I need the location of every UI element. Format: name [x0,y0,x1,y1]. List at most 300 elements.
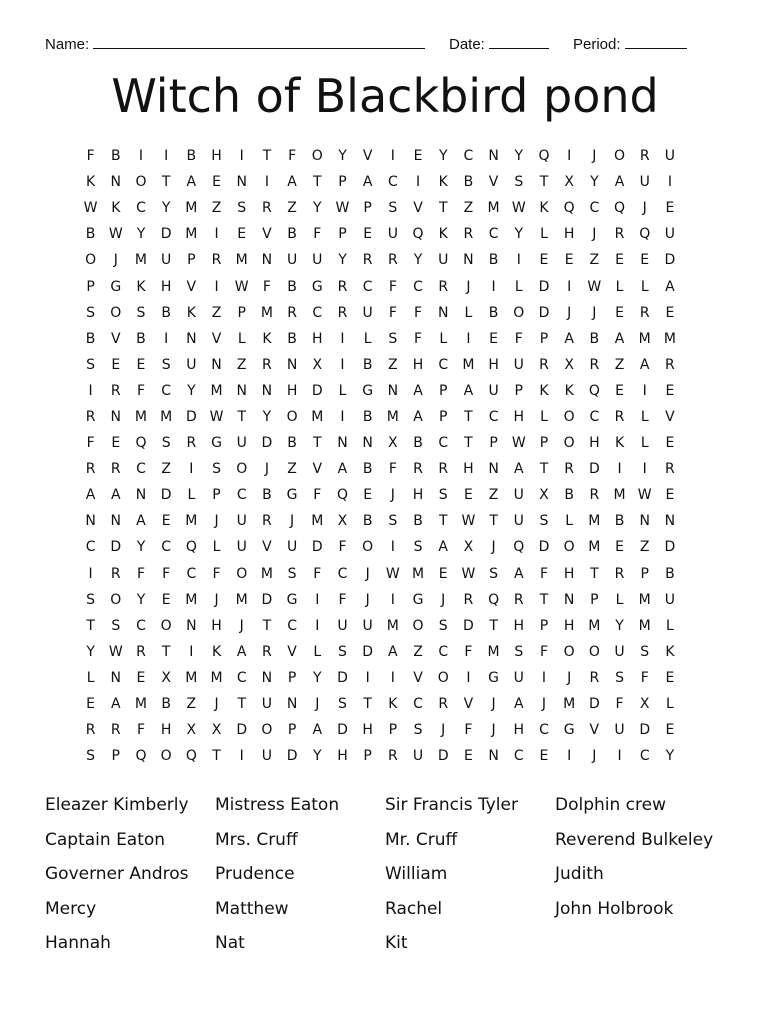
grid-cell[interactable]: L [313,643,322,660]
grid-cell[interactable]: O [236,565,248,582]
grid-cell[interactable]: C [236,669,247,686]
grid-cell[interactable]: N [110,513,122,530]
grid-cell[interactable]: U [186,356,197,373]
grid-cell[interactable]: I [214,278,219,295]
grid-cell[interactable]: M [185,669,198,686]
grid-cell[interactable]: M [638,591,651,608]
grid-cell[interactable]: R [614,565,625,582]
grid-cell[interactable]: E [212,174,221,191]
grid-cell[interactable]: U [664,148,676,165]
grid-cell[interactable]: B [362,356,373,373]
grid-cell[interactable]: R [413,461,423,478]
grid-cell[interactable]: S [615,669,624,686]
grid-cell[interactable]: Q [488,591,500,608]
grid-cell[interactable]: G [311,278,323,295]
grid-cell[interactable]: B [161,304,171,321]
grid-cell[interactable]: T [539,461,549,478]
grid-cell[interactable]: O [110,304,122,321]
grid-cell[interactable]: B [589,330,600,347]
grid-cell[interactable]: O [614,148,626,165]
grid-cell[interactable]: E [489,330,499,347]
grid-cell[interactable]: X [186,722,197,739]
grid-cell[interactable]: R [589,356,600,373]
grid-cell[interactable]: N [664,513,676,530]
grid-cell[interactable]: R [589,487,600,504]
grid-cell[interactable]: Y [86,643,95,660]
grid-cell[interactable]: A [513,461,524,478]
grid-cell[interactable]: D [538,304,550,321]
grid-cell[interactable]: O [437,669,449,686]
grid-cell[interactable]: R [85,408,96,425]
grid-cell[interactable]: J [113,252,118,269]
grid-cell[interactable]: Z [639,539,650,556]
grid-cell[interactable]: L [666,696,674,713]
grid-cell[interactable]: I [239,748,244,765]
grid-cell[interactable]: N [261,669,273,686]
grid-cell[interactable]: F [464,643,473,660]
grid-cell[interactable]: B [488,304,499,321]
grid-cell[interactable]: F [539,643,548,660]
grid-cell[interactable]: N [135,487,147,504]
grid-cell[interactable]: Z [287,200,297,217]
grid-cell[interactable]: R [136,643,146,660]
grid-cell[interactable]: U [387,226,398,243]
grid-cell[interactable]: A [564,330,574,347]
grid-cell[interactable]: J [466,278,471,295]
grid-cell[interactable]: I [390,539,395,556]
grid-cell[interactable]: F [313,565,322,582]
grid-cell[interactable]: B [362,408,373,425]
grid-cell[interactable]: J [491,539,496,556]
grid-cell[interactable]: B [85,226,96,243]
grid-cell[interactable]: X [539,487,549,504]
grid-cell[interactable]: R [639,304,650,321]
grid-cell[interactable]: I [390,669,395,686]
grid-cell[interactable]: U [236,539,247,556]
grid-cell[interactable]: U [236,513,247,530]
grid-cell[interactable]: D [311,382,323,399]
grid-cell[interactable]: A [413,382,423,399]
grid-cell[interactable]: T [86,617,95,634]
grid-cell[interactable]: A [639,356,650,373]
grid-cell[interactable]: P [640,565,649,582]
grid-cell[interactable]: A [186,174,197,191]
grid-cell[interactable]: V [186,278,197,295]
grid-cell[interactable]: F [388,278,397,295]
grid-cell[interactable]: R [513,591,524,608]
grid-cell[interactable]: M [613,487,626,504]
grid-cell[interactable]: U [337,617,348,634]
grid-cell[interactable]: H [362,722,373,739]
grid-cell[interactable]: U [362,304,373,321]
grid-cell[interactable]: L [640,408,649,425]
grid-cell[interactable]: L [540,408,548,425]
grid-cell[interactable]: A [614,174,625,191]
grid-cell[interactable]: M [386,617,399,634]
grid-cell[interactable]: W [587,278,602,295]
grid-cell[interactable]: U [161,252,172,269]
grid-cell[interactable]: T [161,643,171,660]
grid-cell[interactable]: K [438,174,448,191]
grid-cell[interactable]: A [665,278,675,295]
grid-cell[interactable]: O [412,617,424,634]
grid-cell[interactable]: Q [588,382,600,399]
grid-cell[interactable]: A [513,696,524,713]
grid-cell[interactable]: N [261,252,273,269]
grid-cell[interactable]: E [363,226,373,243]
grid-cell[interactable]: Y [514,226,524,243]
grid-cell[interactable]: Y [338,252,347,269]
grid-cell[interactable]: N [236,174,247,191]
grid-cell[interactable]: A [85,487,96,504]
grid-cell[interactable]: U [412,748,424,765]
grid-cell[interactable]: C [161,382,172,399]
grid-cell[interactable]: C [136,200,146,217]
grid-cell[interactable]: Q [513,539,525,556]
grid-cell[interactable]: D [311,539,323,556]
grid-cell[interactable]: W [461,513,476,530]
grid-cell[interactable]: C [438,643,449,660]
grid-cell[interactable]: Z [463,200,474,217]
grid-cell[interactable]: T [438,513,448,530]
grid-cell[interactable]: Z [186,696,197,713]
grid-cell[interactable]: S [539,513,549,530]
grid-cell[interactable]: G [211,435,222,452]
grid-cell[interactable]: M [311,513,324,530]
grid-cell[interactable]: R [438,278,449,295]
grid-cell[interactable]: W [209,408,224,425]
grid-cell[interactable]: H [286,382,298,399]
grid-cell[interactable]: O [563,408,575,425]
grid-cell[interactable]: H [463,461,474,478]
grid-cell[interactable]: K [539,382,549,399]
grid-cell[interactable]: M [311,408,324,425]
grid-cell[interactable]: M [487,200,500,217]
grid-cell[interactable]: B [110,148,121,165]
grid-cell[interactable]: V [262,226,272,243]
grid-cell[interactable]: N [362,435,373,452]
grid-cell[interactable]: S [287,565,297,582]
grid-cell[interactable]: L [338,382,347,399]
grid-cell[interactable]: T [161,174,171,191]
grid-cell[interactable]: N [488,148,499,165]
grid-cell[interactable]: Y [262,408,272,425]
grid-cell[interactable]: G [286,591,298,608]
grid-cell[interactable]: G [563,722,575,739]
grid-cell[interactable]: Z [413,643,423,660]
grid-cell[interactable]: L [666,617,674,634]
grid-cell[interactable]: J [365,565,370,582]
grid-cell[interactable]: W [511,435,526,452]
grid-cell[interactable]: D [337,722,348,739]
grid-cell[interactable]: S [161,356,171,373]
grid-cell[interactable]: L [514,278,523,295]
grid-cell[interactable]: M [210,669,223,686]
grid-cell[interactable]: Z [589,252,600,269]
grid-cell[interactable]: G [110,278,122,295]
grid-cell[interactable]: A [463,382,474,399]
grid-cell[interactable]: S [489,565,499,582]
grid-cell[interactable]: I [340,330,345,347]
grid-cell[interactable]: S [86,356,96,373]
grid-cell[interactable]: F [136,382,145,399]
grid-cell[interactable]: O [362,539,374,556]
grid-cell[interactable]: R [85,722,96,739]
grid-cell[interactable]: A [614,330,625,347]
grid-cell[interactable]: F [313,487,322,504]
grid-cell[interactable]: I [667,174,672,191]
grid-cell[interactable]: L [615,591,624,608]
grid-cell[interactable]: R [614,408,625,425]
grid-cell[interactable]: Q [336,487,348,504]
grid-cell[interactable]: C [387,174,398,191]
grid-cell[interactable]: C [539,722,549,739]
grid-cell[interactable]: C [639,748,650,765]
grid-cell[interactable]: R [665,356,675,373]
grid-cell[interactable]: C [438,435,449,452]
grid-cell[interactable]: G [362,382,374,399]
grid-cell[interactable]: E [136,669,146,686]
grid-cell[interactable]: E [665,304,675,321]
grid-cell[interactable]: R [564,461,575,478]
grid-cell[interactable]: F [414,304,423,321]
grid-cell[interactable]: X [312,356,323,373]
grid-cell[interactable]: H [412,356,424,373]
grid-cell[interactable]: E [161,513,171,530]
grid-cell[interactable]: U [664,226,676,243]
grid-cell[interactable]: E [665,722,675,739]
grid-cell[interactable]: U [614,643,625,660]
grid-cell[interactable]: I [264,174,269,191]
grid-cell[interactable]: M [185,200,198,217]
grid-cell[interactable]: L [363,330,372,347]
grid-cell[interactable]: J [592,304,597,321]
grid-cell[interactable]: J [491,696,496,713]
grid-cell[interactable]: I [365,669,370,686]
grid-cell[interactable]: W [108,643,123,660]
grid-cell[interactable]: C [362,278,373,295]
grid-cell[interactable]: M [487,643,500,660]
grid-cell[interactable]: S [413,539,423,556]
grid-cell[interactable]: O [160,748,172,765]
grid-cell[interactable]: R [589,669,600,686]
grid-cell[interactable]: Y [313,200,322,217]
grid-cell[interactable]: Y [413,252,423,269]
grid-cell[interactable]: Q [639,226,651,243]
grid-cell[interactable]: E [615,539,624,556]
grid-cell[interactable]: I [642,382,647,399]
grid-cell[interactable]: R [110,722,121,739]
grid-cell[interactable]: P [539,435,549,452]
grid-cell[interactable]: R [262,643,272,660]
grid-cell[interactable]: C [463,148,474,165]
grid-cell[interactable]: A [110,696,121,713]
grid-cell[interactable]: Q [135,748,147,765]
grid-cell[interactable]: A [513,565,524,582]
grid-cell[interactable]: E [539,252,549,269]
grid-cell[interactable]: O [563,643,575,660]
grid-cell[interactable]: D [261,591,273,608]
grid-cell[interactable]: I [516,252,521,269]
grid-cell[interactable]: Z [211,304,222,321]
grid-cell[interactable]: I [466,669,471,686]
grid-cell[interactable]: U [488,382,499,399]
grid-cell[interactable]: Z [161,461,171,478]
grid-cell[interactable]: S [514,643,524,660]
grid-cell[interactable]: M [185,591,198,608]
grid-cell[interactable]: Q [614,200,626,217]
grid-cell[interactable]: Q [538,148,550,165]
grid-cell[interactable]: N [85,513,96,530]
grid-cell[interactable]: P [438,408,448,425]
grid-cell[interactable]: D [588,696,600,713]
grid-cell[interactable]: E [363,487,373,504]
grid-cell[interactable]: R [463,226,474,243]
grid-cell[interactable]: X [564,356,574,373]
grid-cell[interactable]: D [160,487,172,504]
grid-cell[interactable]: K [665,643,675,660]
grid-cell[interactable]: O [261,722,273,739]
grid-cell[interactable]: N [110,669,122,686]
grid-cell[interactable]: R [85,461,96,478]
grid-cell[interactable]: P [539,330,549,347]
grid-cell[interactable]: Y [136,539,146,556]
grid-cell[interactable]: J [592,148,597,165]
grid-cell[interactable]: J [390,487,395,504]
grid-cell[interactable]: F [640,669,649,686]
grid-cell[interactable]: B [362,461,373,478]
grid-cell[interactable]: F [338,539,347,556]
grid-cell[interactable]: D [463,617,474,634]
grid-cell[interactable]: I [189,461,194,478]
grid-cell[interactable]: F [288,148,297,165]
grid-cell[interactable]: M [638,330,651,347]
grid-cell[interactable]: I [617,748,622,765]
grid-cell[interactable]: U [614,722,625,739]
grid-cell[interactable]: N [488,748,499,765]
grid-cell[interactable]: X [337,513,348,530]
grid-cell[interactable]: T [237,408,246,425]
grid-cell[interactable]: M [563,696,576,713]
grid-cell[interactable]: D [538,539,550,556]
grid-cell[interactable]: J [239,617,244,634]
grid-cell[interactable]: F [262,278,271,295]
grid-cell[interactable]: B [287,226,297,243]
grid-cell[interactable]: C [136,461,146,478]
grid-cell[interactable]: Z [388,356,398,373]
grid-cell[interactable]: Z [614,356,625,373]
grid-cell[interactable]: A [236,643,247,660]
grid-cell[interactable]: A [438,539,448,556]
grid-cell[interactable]: N [387,382,399,399]
grid-cell[interactable]: J [592,226,597,243]
grid-cell[interactable]: T [262,148,272,165]
grid-cell[interactable]: B [136,330,146,347]
grid-cell[interactable]: T [237,696,246,713]
grid-cell[interactable]: D [337,669,348,686]
grid-cell[interactable]: I [617,461,622,478]
grid-cell[interactable]: D [588,461,600,478]
grid-cell[interactable]: W [385,565,400,582]
grid-cell[interactable]: Y [136,226,146,243]
grid-cell[interactable]: O [311,148,323,165]
grid-cell[interactable]: C [161,539,172,556]
grid-cell[interactable]: P [338,226,347,243]
grid-cell[interactable]: E [413,148,423,165]
grid-cell[interactable]: M [134,408,148,425]
grid-cell[interactable]: K [388,696,398,713]
grid-cell[interactable]: K [539,200,549,217]
grid-cell[interactable]: W [511,200,526,217]
grid-cell[interactable]: Q [563,200,575,217]
grid-cell[interactable]: P [86,278,95,295]
grid-cell[interactable]: R [438,696,449,713]
grid-cell[interactable]: J [441,591,446,608]
grid-cell[interactable]: N [337,435,348,452]
grid-cell[interactable]: E [463,748,473,765]
grid-cell[interactable]: F [388,461,397,478]
grid-cell[interactable]: F [313,226,322,243]
name-field[interactable] [45,34,425,53]
grid-cell[interactable]: F [414,330,423,347]
grid-cell[interactable]: U [639,174,650,191]
grid-cell[interactable]: I [189,643,194,660]
grid-cell[interactable]: U [286,252,298,269]
grid-cell[interactable]: H [211,148,222,165]
grid-cell[interactable]: M [588,539,601,556]
grid-cell[interactable]: L [565,513,574,530]
grid-cell[interactable]: N [236,382,247,399]
grid-cell[interactable]: M [134,252,148,269]
grid-cell[interactable]: G [286,487,298,504]
grid-cell[interactable]: D [639,722,651,739]
grid-cell[interactable]: U [261,748,273,765]
grid-cell[interactable]: A [337,461,348,478]
grid-cell[interactable]: F [338,591,347,608]
grid-cell[interactable]: L [540,226,548,243]
grid-cell[interactable]: V [413,669,423,686]
grid-cell[interactable]: S [136,304,146,321]
grid-cell[interactable]: N [110,408,122,425]
grid-cell[interactable]: M [260,304,273,321]
grid-cell[interactable]: S [111,617,121,634]
grid-cell[interactable]: H [337,748,348,765]
grid-cell[interactable]: S [86,748,96,765]
grid-cell[interactable]: K [111,200,121,217]
grid-cell[interactable]: M [663,330,676,347]
grid-cell[interactable]: S [388,200,398,217]
grid-cell[interactable]: C [488,408,499,425]
grid-cell[interactable]: J [441,722,446,739]
grid-cell[interactable]: M [235,591,248,608]
grid-cell[interactable]: J [214,513,219,530]
grid-cell[interactable]: T [438,200,448,217]
grid-cell[interactable]: E [665,200,675,217]
grid-cell[interactable]: P [237,304,246,321]
grid-cell[interactable]: Y [615,617,624,634]
grid-cell[interactable]: D [110,539,122,556]
grid-cell[interactable]: H [488,356,499,373]
grid-cell[interactable]: W [335,200,350,217]
grid-cell[interactable]: F [212,565,221,582]
grid-cell[interactable]: C [85,539,96,556]
grid-cell[interactable]: Z [211,200,222,217]
grid-cell[interactable]: T [313,435,322,452]
grid-cell[interactable]: J [315,696,320,713]
grid-cell[interactable]: B [488,252,499,269]
grid-cell[interactable]: B [413,513,423,530]
grid-cell[interactable]: A [388,643,398,660]
